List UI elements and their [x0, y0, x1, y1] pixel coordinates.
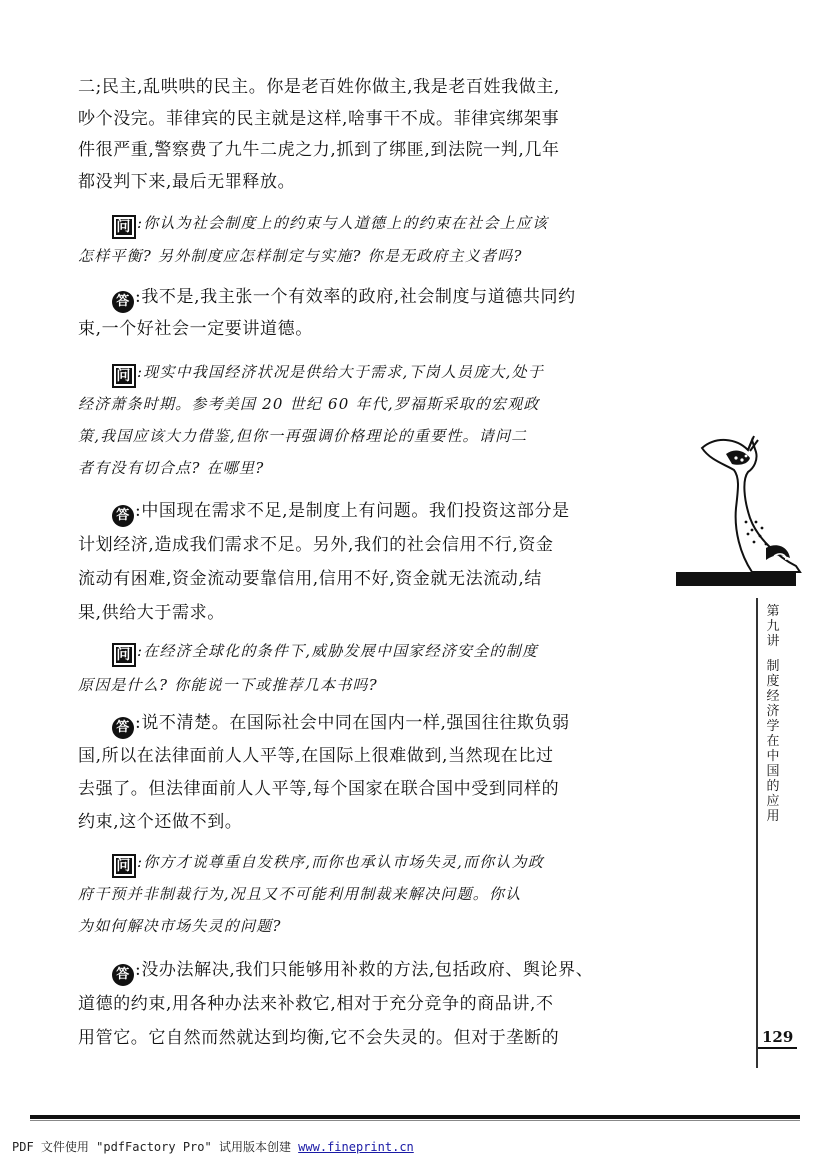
chapter-title-char: 济	[766, 704, 780, 719]
answer-text: 去强了。但法律面前人人平等,每个国家在联合国中受到同样的	[78, 779, 560, 799]
footer-text: PDF 文件使用 "pdfFactory Pro" 试用版本创建	[12, 1140, 299, 1154]
chapter-title-char: 学	[766, 719, 780, 734]
text-line: 二;民主,乱哄哄的民主。你是老百姓你做主,我是老百姓我做主,	[78, 77, 560, 97]
answer-text: 果,供给大于需求。	[78, 603, 225, 623]
answer-badge-icon: 答	[112, 291, 134, 313]
chapter-sidebar	[762, 604, 784, 824]
answer-badge-icon: 答	[112, 505, 134, 527]
question-text: 为如何解决市场失灵的问题?	[78, 917, 282, 935]
question-block	[78, 634, 630, 702]
answer-text: 用管它。它自然而然就达到均衡,它不会失灵的。但对于垄断的	[78, 1028, 560, 1048]
pdf-footer	[12, 1138, 414, 1155]
page-number: 129	[758, 1028, 797, 1049]
question-badge-icon: 问	[112, 854, 136, 878]
chapter-title-char: 用	[766, 809, 780, 824]
question-badge-icon: 问	[112, 215, 136, 239]
chapter-title-char: 应	[766, 794, 780, 809]
question-text: 策,我国应该大力借鉴,但你一再强调价格理论的重要性。请问二	[78, 427, 528, 445]
answer-text: 约束,这个还做不到。	[78, 812, 243, 832]
question-text: 者有没有切合点? 在哪里?	[78, 459, 265, 477]
footer-rule	[30, 1115, 800, 1119]
paragraph-continuation	[78, 72, 630, 198]
answer-badge-icon: 答	[112, 717, 134, 739]
question-badge-icon: 问	[112, 643, 136, 667]
answer-text: 流动有困难,资金流动要靠信用,信用不好,资金就无法流动,结	[78, 569, 543, 589]
question-text: :现实中我国经济状况是供给大于需求,下岗人员庞大,处于	[137, 363, 544, 381]
question-text: :你认为社会制度上的约束与人道德上的约束在社会上应该	[137, 214, 549, 232]
answer-text: :说不清楚。在国际社会中同在国内一样,强国往往欺负弱	[135, 713, 570, 733]
chapter-title-char: 的	[766, 779, 780, 794]
chapter-title-char: 中	[766, 749, 780, 764]
question-text: 怎样平衡? 另外制度应怎样制定与实施? 你是无政府主义者吗?	[78, 247, 523, 265]
question-block	[78, 207, 630, 273]
footer-rule-thin	[30, 1120, 800, 1121]
chapter-title-char: 经	[766, 689, 780, 704]
answer-badge-icon: 答	[112, 964, 134, 986]
sidebar-vertical-rule	[756, 598, 758, 1068]
question-text: :你方才说尊重自发秩序,而你也承认市场失灵,而你认为政	[137, 853, 544, 871]
answer-text: 国,所以在法律面前人人平等,在国际上很难做到,当然现在比过	[78, 746, 554, 766]
decorative-sculpture-icon	[696, 430, 806, 590]
question-block	[78, 846, 630, 942]
sidebar-rule	[676, 572, 796, 586]
text-line: 都没判下来,最后无罪释放。	[78, 171, 296, 192]
question-block	[78, 356, 630, 484]
text-line: 件很严重,警察费了九牛二虎之力,抓到了绑匪,到法院一判,几年	[78, 140, 560, 160]
chapter-number-char: 第	[766, 604, 780, 619]
chapter-title-char: 在	[766, 734, 780, 749]
question-text: :在经济全球化的条件下,威胁发展中国家经济安全的制度	[137, 642, 539, 660]
answer-block	[78, 707, 630, 839]
question-text: 经济萧条时期。参考美国 20 世纪 60 年代,罗福斯采取的宏观政	[78, 395, 540, 413]
question-badge-icon: 问	[112, 364, 136, 388]
question-text: 府干预并非制裁行为,况且又不可能利用制裁来解决问题。你认	[78, 885, 522, 903]
answer-text: :没办法解决,我们只能够用补救的方法,包括政府、舆论界、	[135, 960, 594, 980]
answer-text: 计划经济,造成我们需求不足。另外,我们的社会信用不行,资金	[78, 535, 554, 555]
chapter-title-char: 国	[766, 764, 780, 779]
answer-block	[78, 494, 630, 630]
answer-block	[78, 953, 630, 1055]
answer-text: 道德的约束,用各种办法来补救它,相对于充分竞争的商品讲,不	[78, 994, 554, 1014]
footer-link[interactable]: www.fineprint.cn	[298, 1140, 414, 1154]
question-text: 原因是什么? 你能说一下或推荐几本书吗?	[78, 676, 378, 694]
answer-text: :我不是,我主张一个有效率的政府,社会制度与道德共同约	[135, 287, 576, 307]
chapter-number-char: 九	[766, 619, 780, 634]
chapter-title-char: 制	[766, 659, 780, 674]
answer-block	[78, 282, 630, 345]
chapter-title-char: 度	[766, 674, 780, 689]
chapter-number-char: 讲	[766, 634, 780, 649]
answer-text: 束,一个好社会一定要讲道德。	[78, 318, 313, 339]
answer-text: :中国现在需求不足,是制度上有问题。我们投资这部分是	[135, 501, 570, 521]
text-line: 吵个没完。菲律宾的民主就是这样,啥事干不成。菲律宾绑架事	[78, 108, 560, 129]
